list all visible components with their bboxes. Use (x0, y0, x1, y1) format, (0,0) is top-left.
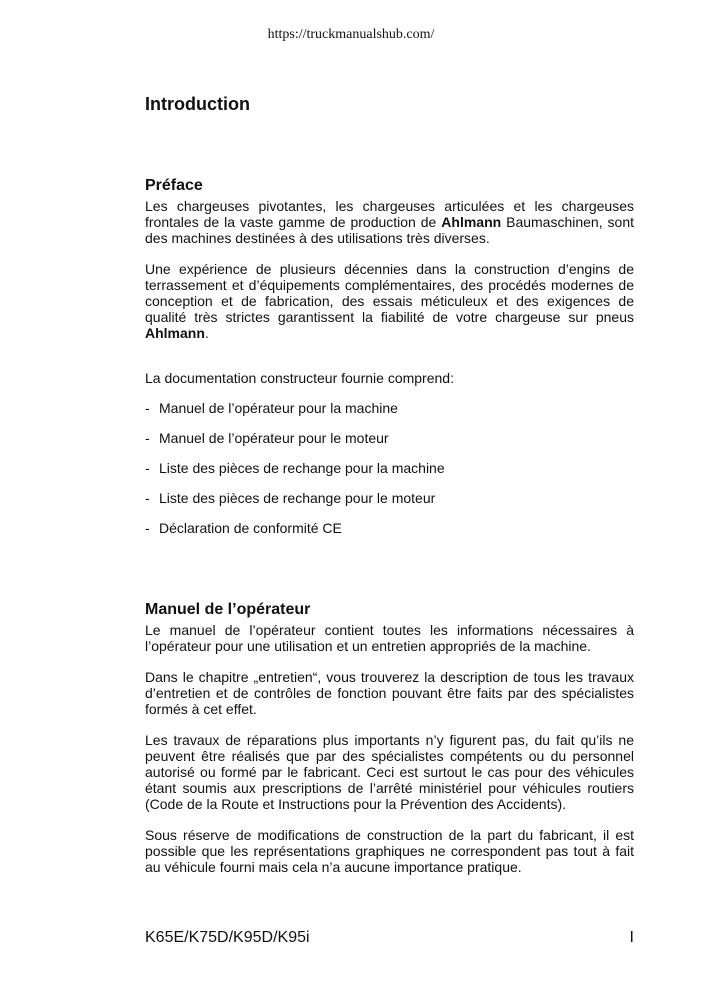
manual-paragraph-2: Dans le chapitre „entretien“, vous trouverez la description de tous les travaux d’entretien et de contrôles de fonction pouvant être faits par des spécialistes formés à cet effet. (145, 669, 634, 717)
list-item-text: Déclaration de conformité CE (159, 520, 342, 536)
list-item (145, 400, 634, 430)
list-dash: - (145, 490, 150, 506)
list-item (145, 490, 634, 520)
list-dash: - (145, 400, 150, 416)
page-number: I (629, 929, 634, 946)
preface-heading: Préface (145, 177, 203, 194)
preface-p2-text-b: . (204, 325, 209, 341)
list-item-text: Manuel de l’opérateur pour la machine (159, 400, 398, 416)
footer-model: K65E/K75D/K95D/K95i (145, 929, 310, 946)
list-dash: - (145, 430, 150, 446)
page-title: Introduction (145, 94, 250, 114)
preface-p1-text-b: Baumaschinen, sont des machines destinées à des utilisations très diverses. (145, 214, 634, 246)
list-dash: - (145, 520, 150, 536)
list-item-text: Liste des pièces de rechange pour la machine (159, 460, 445, 476)
list-item (145, 430, 634, 460)
brand-name: Ahlmann (441, 214, 502, 230)
preface-p2-text-a: Une expérience de plusieurs décennies dans la construction d’engins de terrassement et d’équipements complémentaires, des procédés modernes de conception et de fabrication, des essais méticuleux et des exigences de qualité très strictes garantissent la fiabilité de votre chargeuse sur pneus (145, 261, 634, 325)
manual-paragraph-1: Le manuel de l’opérateur contient toutes les informations nécessaires à l’opérateur pour une utilisation et un entretien appropriés de la machine. (145, 622, 634, 654)
source-url[interactable]: https://truckmanualshub.com/ (267, 27, 435, 42)
documentation-list (145, 400, 634, 550)
preface-paragraph-1 (145, 198, 634, 246)
list-item-text: Manuel de l’opérateur pour le moteur (159, 430, 389, 446)
list-dash: - (145, 460, 150, 476)
documentation-intro: La documentation constructeur fournie comprend: (145, 370, 454, 386)
list-item-text: Liste des pièces de rechange pour le moteur (159, 490, 436, 506)
preface-p1-text-a: Les chargeuses pivotantes, les chargeuses articulées et les chargeuses frontales de la vaste gamme de production de (145, 198, 634, 230)
manual-paragraph-3: Les travaux de réparations plus importants n’y figurent pas, du fait qu’ils ne peuvent être réalisés que par des spécialistes compétents ou du personnel autorisé ou formé par le fabricant. Ceci est surtout le cas pour des véhicules étant soumis aux prescriptions de l’arrêté ministériel pour véhicules routiers (Code de la Route et Instructions pour la Prévention des Accidents). (145, 732, 634, 812)
brand-name: Ahlmann (145, 325, 205, 341)
list-item (145, 520, 634, 550)
preface-paragraph-2 (145, 261, 634, 341)
manual-heading: Manuel de l’opérateur (145, 601, 311, 618)
manual-paragraph-4: Sous réserve de modifications de construction de la part du fabricant, il est possible que les représentations graphiques ne correspondent pas tout à fait au véhicule fourni mais cela n’a aucune importance pratique. (145, 827, 634, 875)
list-item (145, 460, 634, 490)
preface-section (145, 177, 634, 341)
manual-section (145, 601, 634, 875)
